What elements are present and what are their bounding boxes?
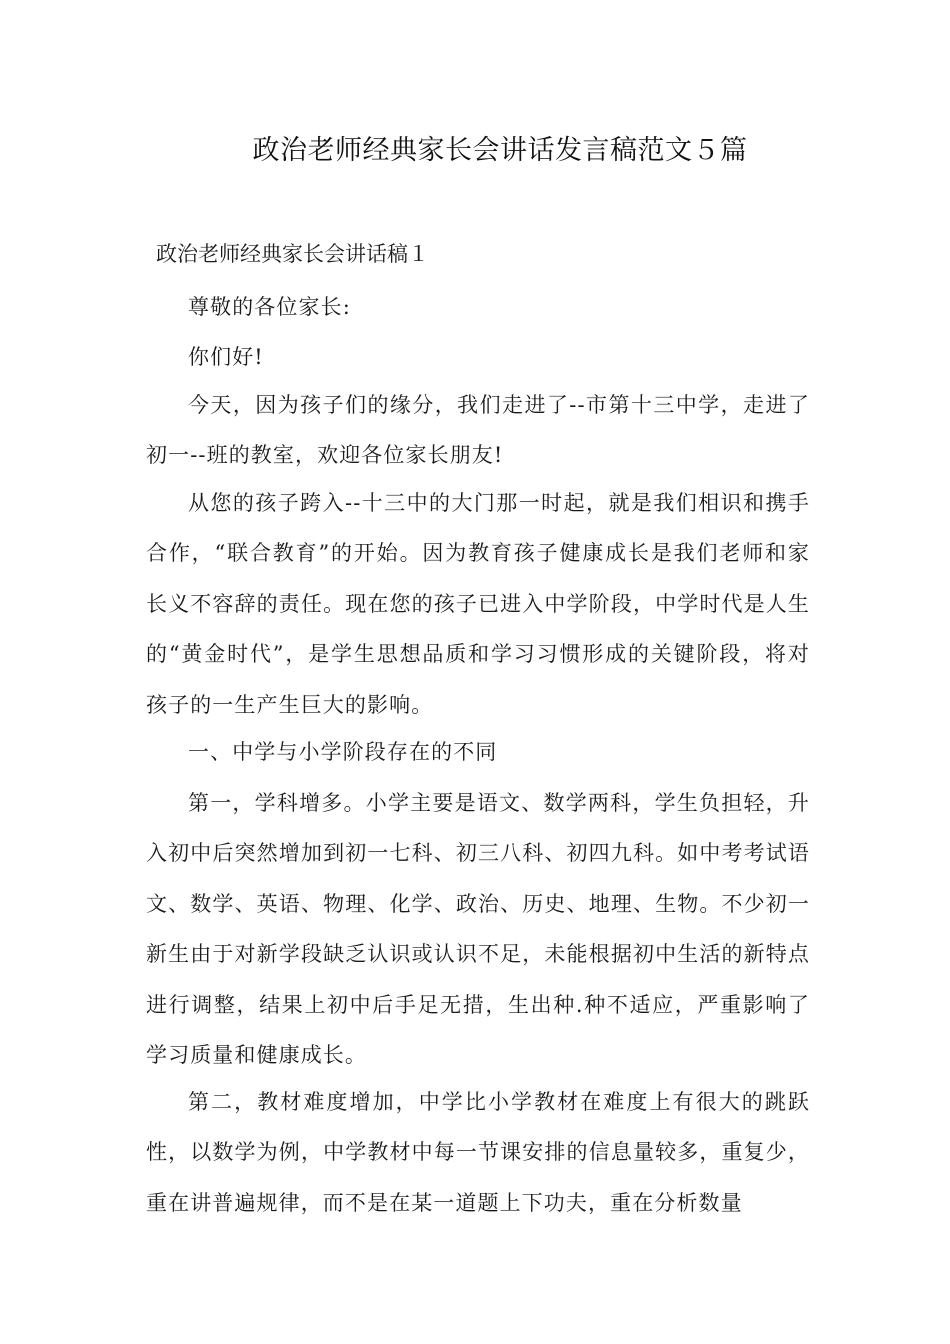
paragraph-subjects: 第一，学科增多。小学主要是语文、数学两科，学生负担轻，升入初中后突然增加到初一七科、初三八科、初四九科。如中考考试语文、数学、英语、物理、化学、政治、历史、地理、生物。不少初一新生由于对新学段缺乏认识或认识不足，未能根据初中生活的新特点进行调整，结果上初中后手足无措，生出种.种不适应，严重影响了学习质量和健康成长。 [146,791,810,1068]
paragraph-greeting: 尊敬的各位家长: [188,295,351,319]
paragraph-cooperation: 从您的孩子跨入--十三中的大门那一时起，就是我们相识和携手合作，“联合教育”的开始。因为教育孩子健康成长是我们老师和家长义不容辞的责任。现在您的孩子已进入中学阶段，中学时代是人生的“黄金时代”，是学生思想品质和学习习惯形成的关键阶段，将对孩子的一生产生巨大的影响。 [146,491,810,717]
document-title: 政治老师经典家长会讲话发言稿范文５篇 [252,135,748,166]
paragraph-hello: 你们好! [188,345,264,369]
subheading-differences: 一、中学与小学阶段存在的不同 [188,740,498,764]
paragraph-difficulty: 第二，教材难度增加，中学比小学教材在难度上有很大的跳跃性，以数学为例，中学教材中每一节课安排的信息量较多，重复少，重在讲普遍规律，而不是在某一道题上下功夫，重在分析数量 [146,1090,810,1215]
section-heading: 政治老师经典家长会讲话稿１ [156,242,429,266]
paragraph-welcome: 今天，因为孩子们的缘分，我们走进了--市第十三中学，走进了初一--班的教室，欢迎各位家长朋友! [146,393,810,468]
